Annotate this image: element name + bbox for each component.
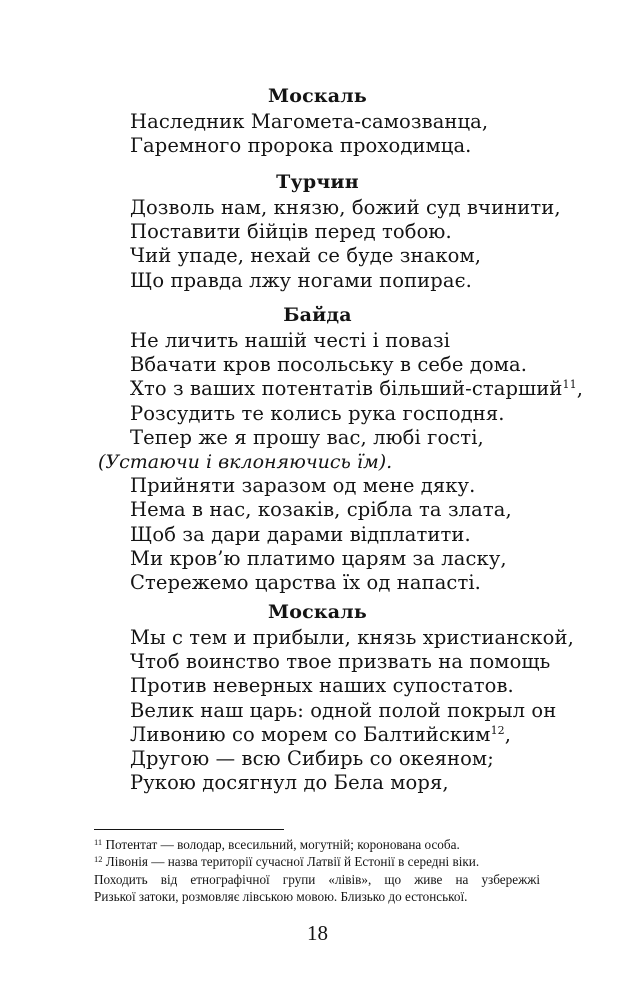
verse-line <box>130 377 583 401</box>
verse-text: Гаремного пророка проходимца. <box>130 134 472 158</box>
verse-text: Рукою досягнул до Бела моря, <box>130 771 449 795</box>
verse-text: Дозволь нам, князю, божий суд вчинити, <box>130 196 561 219</box>
footnote-text: Походить від етнографічної групи «лівів», що живе на узбережжі <box>94 871 540 887</box>
verse-text: Ми кров’ю платимо царям за ласку, <box>130 546 507 570</box>
speaker-name: Москаль <box>268 601 367 623</box>
verse-text: (Устаючи і вклоняючись їм). <box>98 451 393 473</box>
verse-line <box>130 353 527 377</box>
verse-text: Чий упаде, нехай се буде знаком, <box>130 244 482 268</box>
verse-line <box>130 650 550 674</box>
speaker-name: Турчин <box>276 171 359 193</box>
footnote-mark: 12 <box>94 854 103 864</box>
footnote-text: Потентат — володар, всесильний, могутній; коронована особа. <box>105 837 460 852</box>
verse-text: Що правда лжу ногами попирає. <box>130 268 472 292</box>
verse-line <box>130 474 475 498</box>
verse-text: Другою — всю Сибирь со океяном; <box>130 747 494 770</box>
verse-punctuation: , <box>504 722 512 746</box>
footnote-line <box>94 888 540 906</box>
footnote-line <box>94 853 540 871</box>
verse-line <box>130 196 561 220</box>
verse-text: Тепер же я прошу вас, любі гості, <box>130 425 484 449</box>
verse-text: Ливонию со морем со Балтийским <box>130 722 491 746</box>
footnote <box>94 836 540 854</box>
verse-text: Хто з ваших потентатів більший-старший <box>130 377 563 401</box>
verse-line <box>130 771 449 795</box>
verse-line <box>130 269 472 293</box>
verse-line <box>130 220 452 244</box>
footnote-reference[interactable]: 11 <box>562 378 577 392</box>
verse-line <box>130 329 450 353</box>
speaker-name: Москаль <box>268 85 367 107</box>
verse-text: Не личить нашій честі і повазі <box>130 329 451 352</box>
verse-line <box>130 498 512 522</box>
verse-text: Против неверных наших супостатов. <box>130 674 514 698</box>
verse-text: Чтоб воинство твое призвать на помощь <box>130 650 551 674</box>
verse-text: Вбачати кров посольську в себе дома. <box>130 353 528 377</box>
verse-line <box>130 134 471 158</box>
speaker-name: Байда <box>283 304 352 326</box>
verse-text: Мы с тем и прибыли, князь христианской, <box>130 626 574 649</box>
verse-text: Поставити бійців перед тобою. <box>130 220 452 244</box>
verse-line <box>130 747 494 771</box>
verse-line <box>130 674 514 698</box>
verse-line <box>130 523 471 547</box>
page-number: 18 <box>307 921 328 945</box>
verse-line <box>130 547 507 571</box>
footnote-reference[interactable]: 12 <box>490 723 505 737</box>
verse-line <box>130 426 484 450</box>
footnote-line <box>94 871 540 889</box>
verse-line <box>130 110 488 134</box>
verse-line <box>130 244 481 268</box>
verse-punctuation: , <box>576 377 583 401</box>
verse-text: Щоб за дари дарами відплатити. <box>130 522 471 546</box>
footnote-line <box>94 836 540 854</box>
footnote-text: Лівонія — назва території сучасної Латвії й Естонії в середні віки. <box>105 854 480 869</box>
verse-line <box>130 699 556 723</box>
verse-text: Нема в нас, козаків, срібла та злата, <box>130 498 512 522</box>
verse-text: Прийняти заразом од мене дяку. <box>130 474 476 498</box>
verse-text: Розсудить те колись рука господня. <box>130 401 505 425</box>
verse-line <box>130 402 505 426</box>
verse-line <box>130 626 574 650</box>
footnote-mark: 11 <box>94 837 103 847</box>
verse-line <box>130 723 511 747</box>
footnote <box>94 853 540 906</box>
verse-text: Велик наш царь: одной полой покрыл он <box>130 698 557 722</box>
verse-text: Наследник Магомета-самозванца, <box>130 110 489 133</box>
stage-direction <box>98 450 392 474</box>
verse-text: Стережемо царства їх од напасті. <box>130 571 481 594</box>
footnote-separator <box>94 829 284 830</box>
footnote-text: Ризької затоки, розмовляє лівською мовою. Близько до естонської. <box>94 889 468 904</box>
verse-line <box>130 571 481 595</box>
